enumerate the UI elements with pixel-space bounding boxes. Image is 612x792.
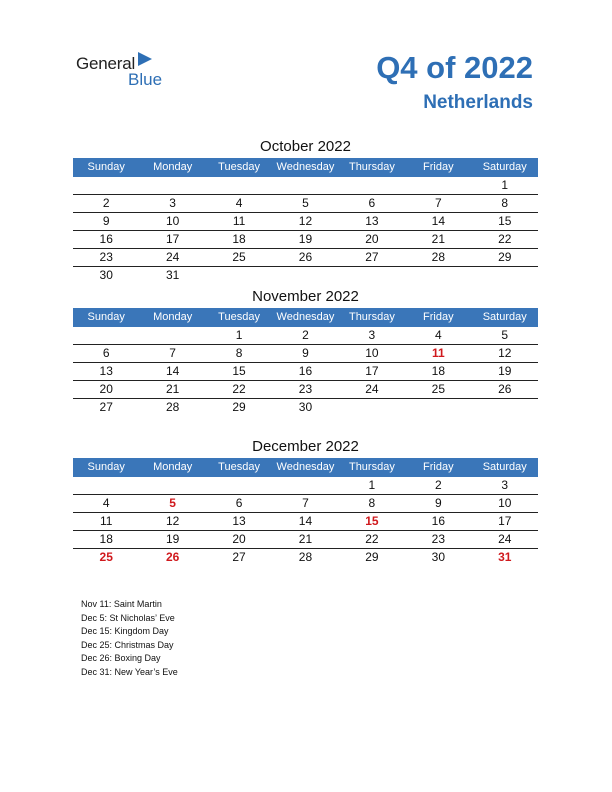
week-row bbox=[73, 213, 538, 231]
weekday-label: Wednesday bbox=[276, 161, 335, 173]
month-title: November 2022 bbox=[252, 288, 359, 305]
weekday-label: Saturday bbox=[482, 161, 527, 173]
holiday-item: Dec 15: Kingdom Day bbox=[81, 626, 169, 637]
day-cell: 16 bbox=[99, 232, 113, 246]
weekday-label: Wednesday bbox=[276, 461, 335, 473]
holiday-item: Dec 5: St Nicholas’ Eve bbox=[81, 612, 175, 623]
day-cell: 31 bbox=[498, 550, 512, 564]
day-cell: 26 bbox=[298, 250, 313, 264]
day-cell: 8 bbox=[501, 196, 509, 210]
day-cell bbox=[405, 399, 471, 416]
day-cell: 17 bbox=[498, 514, 512, 528]
day-cell: 2 bbox=[434, 478, 442, 492]
weekday-label: Monday bbox=[153, 311, 193, 323]
week-row bbox=[73, 363, 538, 381]
brand-logo bbox=[76, 52, 176, 92]
month-grid bbox=[73, 327, 538, 416]
day-cell bbox=[139, 177, 205, 194]
weekday-header bbox=[73, 308, 538, 327]
day-cell: 11 bbox=[431, 346, 445, 360]
day-cell: 13 bbox=[232, 514, 246, 528]
day-cell: 3 bbox=[169, 196, 176, 210]
day-cell: 25 bbox=[232, 250, 246, 264]
week-row bbox=[73, 231, 538, 249]
day-cell: 23 bbox=[298, 382, 313, 396]
weekday-header bbox=[73, 458, 538, 477]
weekday-label: Tuesday bbox=[218, 311, 260, 323]
weekday-label: Thursday bbox=[348, 161, 395, 173]
weekday-label: Sunday bbox=[87, 161, 125, 173]
page-title: Q4 of 2022 bbox=[376, 50, 533, 85]
day-cell: 9 bbox=[434, 496, 442, 510]
day-cell: 20 bbox=[232, 532, 246, 546]
day-cell: 19 bbox=[498, 364, 512, 378]
week-row bbox=[73, 267, 538, 284]
day-cell: 18 bbox=[431, 364, 445, 378]
week-row bbox=[73, 549, 538, 566]
week-row bbox=[73, 531, 538, 549]
week-row bbox=[73, 195, 538, 213]
day-cell: 21 bbox=[165, 382, 180, 396]
weekday-label: Monday bbox=[153, 461, 193, 473]
day-cell: 31 bbox=[165, 268, 180, 282]
day-cell bbox=[339, 399, 405, 416]
holiday-item: Dec 31: New Year’s Eve bbox=[81, 666, 178, 677]
day-cell bbox=[73, 327, 139, 344]
day-cell: 5 bbox=[501, 328, 509, 342]
day-cell: 28 bbox=[298, 550, 313, 564]
day-cell: 11 bbox=[99, 514, 113, 528]
day-cell bbox=[472, 267, 538, 284]
day-cell: 11 bbox=[232, 214, 246, 228]
day-cell bbox=[339, 177, 405, 194]
month-december bbox=[73, 436, 538, 566]
day-cell: 1 bbox=[501, 178, 509, 192]
week-row bbox=[73, 327, 538, 345]
day-cell bbox=[339, 267, 405, 284]
weekday-label: Saturday bbox=[482, 461, 527, 473]
week-row bbox=[73, 381, 538, 399]
day-cell: 23 bbox=[431, 532, 445, 546]
day-cell: 29 bbox=[498, 250, 512, 264]
weekday-label: Tuesday bbox=[218, 161, 260, 173]
day-cell: 12 bbox=[498, 346, 512, 360]
day-cell: 25 bbox=[99, 550, 113, 564]
month-november bbox=[73, 286, 538, 416]
day-cell: 18 bbox=[99, 532, 113, 546]
day-cell: 19 bbox=[298, 232, 313, 246]
day-cell: 15 bbox=[498, 214, 512, 228]
day-cell bbox=[272, 177, 338, 194]
weekday-label: Friday bbox=[423, 311, 454, 323]
holiday-item: Nov 11: Saint Martin bbox=[81, 599, 162, 609]
day-cell: 20 bbox=[365, 232, 379, 246]
day-cell: 10 bbox=[365, 346, 379, 360]
weekday-header bbox=[73, 158, 538, 177]
day-cell: 12 bbox=[165, 514, 180, 528]
day-cell: 25 bbox=[431, 382, 445, 396]
holiday-item: Dec 26: Boxing Day bbox=[81, 653, 161, 664]
day-cell: 5 bbox=[302, 196, 309, 210]
day-cell bbox=[206, 267, 272, 284]
day-cell: 19 bbox=[165, 532, 180, 546]
day-cell: 13 bbox=[99, 364, 113, 378]
day-cell bbox=[272, 267, 338, 284]
day-cell: 6 bbox=[235, 496, 243, 510]
day-cell: 7 bbox=[434, 196, 442, 210]
day-cell: 13 bbox=[365, 214, 379, 228]
month-grid bbox=[73, 477, 538, 566]
weekday-label: Thursday bbox=[348, 461, 395, 473]
weekday-label: Friday bbox=[423, 461, 454, 473]
day-cell: 5 bbox=[169, 496, 176, 510]
day-cell bbox=[472, 399, 538, 416]
week-row bbox=[73, 177, 538, 195]
day-cell bbox=[206, 177, 272, 194]
day-cell: 20 bbox=[99, 382, 113, 396]
day-cell: 26 bbox=[498, 382, 512, 396]
day-cell bbox=[73, 477, 139, 494]
weekday-label: Sunday bbox=[87, 461, 125, 473]
day-cell: 22 bbox=[365, 532, 379, 546]
day-cell: 6 bbox=[102, 346, 110, 360]
brand-word-blue: Blue bbox=[128, 70, 163, 89]
day-cell bbox=[272, 477, 338, 494]
day-cell: 2 bbox=[302, 328, 309, 342]
day-cell: 26 bbox=[165, 550, 180, 564]
day-cell: 10 bbox=[498, 496, 512, 510]
day-cell: 22 bbox=[498, 232, 512, 246]
weekday-label: Friday bbox=[423, 161, 454, 173]
page-subtitle: Netherlands bbox=[423, 92, 533, 113]
day-cell: 15 bbox=[232, 364, 246, 378]
weekday-label: Saturday bbox=[482, 311, 527, 323]
flag-icon bbox=[138, 52, 152, 66]
day-cell: 10 bbox=[165, 214, 180, 228]
weekday-label: Thursday bbox=[348, 311, 395, 323]
day-cell bbox=[139, 477, 205, 494]
month-title: December 2022 bbox=[252, 438, 359, 455]
day-cell: 17 bbox=[165, 232, 180, 246]
day-cell: 23 bbox=[99, 250, 113, 264]
day-cell: 24 bbox=[498, 532, 512, 546]
day-cell: 8 bbox=[235, 346, 243, 360]
week-row bbox=[73, 249, 538, 267]
weekday-label: Sunday bbox=[87, 311, 125, 323]
day-cell: 24 bbox=[365, 382, 379, 396]
month-october bbox=[73, 136, 538, 284]
day-cell: 9 bbox=[302, 346, 309, 360]
day-cell: 29 bbox=[365, 550, 379, 564]
weekday-label: Wednesday bbox=[276, 311, 335, 323]
day-cell: 27 bbox=[365, 250, 379, 264]
day-cell bbox=[206, 477, 272, 494]
day-cell: 30 bbox=[431, 550, 445, 564]
day-cell: 3 bbox=[368, 328, 376, 342]
day-cell bbox=[405, 267, 471, 284]
day-cell: 21 bbox=[298, 532, 313, 546]
weekday-label: Monday bbox=[153, 161, 193, 173]
day-cell: 27 bbox=[232, 550, 246, 564]
day-cell: 24 bbox=[165, 250, 180, 264]
day-cell: 7 bbox=[169, 346, 176, 360]
day-cell: 16 bbox=[431, 514, 445, 528]
day-cell: 1 bbox=[235, 328, 243, 342]
day-cell: 7 bbox=[302, 496, 309, 510]
day-cell: 4 bbox=[102, 496, 110, 510]
day-cell: 12 bbox=[298, 214, 313, 228]
holiday-item: Dec 25: Christmas Day bbox=[81, 639, 174, 650]
day-cell: 6 bbox=[368, 196, 376, 210]
day-cell: 4 bbox=[434, 328, 442, 342]
day-cell: 30 bbox=[99, 268, 113, 282]
week-row bbox=[73, 399, 538, 416]
day-cell: 29 bbox=[232, 400, 246, 414]
day-cell: 21 bbox=[431, 232, 445, 246]
week-row bbox=[73, 513, 538, 531]
week-row bbox=[73, 345, 538, 363]
day-cell: 14 bbox=[298, 514, 313, 528]
day-cell bbox=[405, 177, 471, 194]
holiday-list bbox=[81, 598, 178, 680]
month-title: October 2022 bbox=[260, 138, 351, 155]
weekday-label: Tuesday bbox=[218, 461, 260, 473]
brand-word-general: General bbox=[76, 54, 136, 73]
day-cell bbox=[73, 177, 139, 194]
week-row bbox=[73, 495, 538, 513]
day-cell: 28 bbox=[165, 400, 180, 414]
day-cell: 30 bbox=[298, 400, 313, 414]
week-row bbox=[73, 477, 538, 495]
day-cell: 8 bbox=[368, 496, 376, 510]
day-cell: 4 bbox=[235, 196, 243, 210]
day-cell: 1 bbox=[368, 478, 376, 492]
day-cell: 2 bbox=[102, 196, 110, 210]
day-cell: 3 bbox=[501, 478, 509, 492]
day-cell: 16 bbox=[298, 364, 313, 378]
month-grid bbox=[73, 177, 538, 284]
day-cell: 17 bbox=[365, 364, 379, 378]
day-cell: 22 bbox=[232, 382, 246, 396]
day-cell: 27 bbox=[99, 400, 113, 414]
day-cell: 9 bbox=[102, 214, 110, 228]
day-cell: 14 bbox=[431, 214, 445, 228]
day-cell: 15 bbox=[365, 514, 379, 528]
day-cell: 28 bbox=[431, 250, 445, 264]
day-cell: 14 bbox=[165, 364, 180, 378]
day-cell: 18 bbox=[232, 232, 246, 246]
day-cell bbox=[139, 327, 205, 344]
